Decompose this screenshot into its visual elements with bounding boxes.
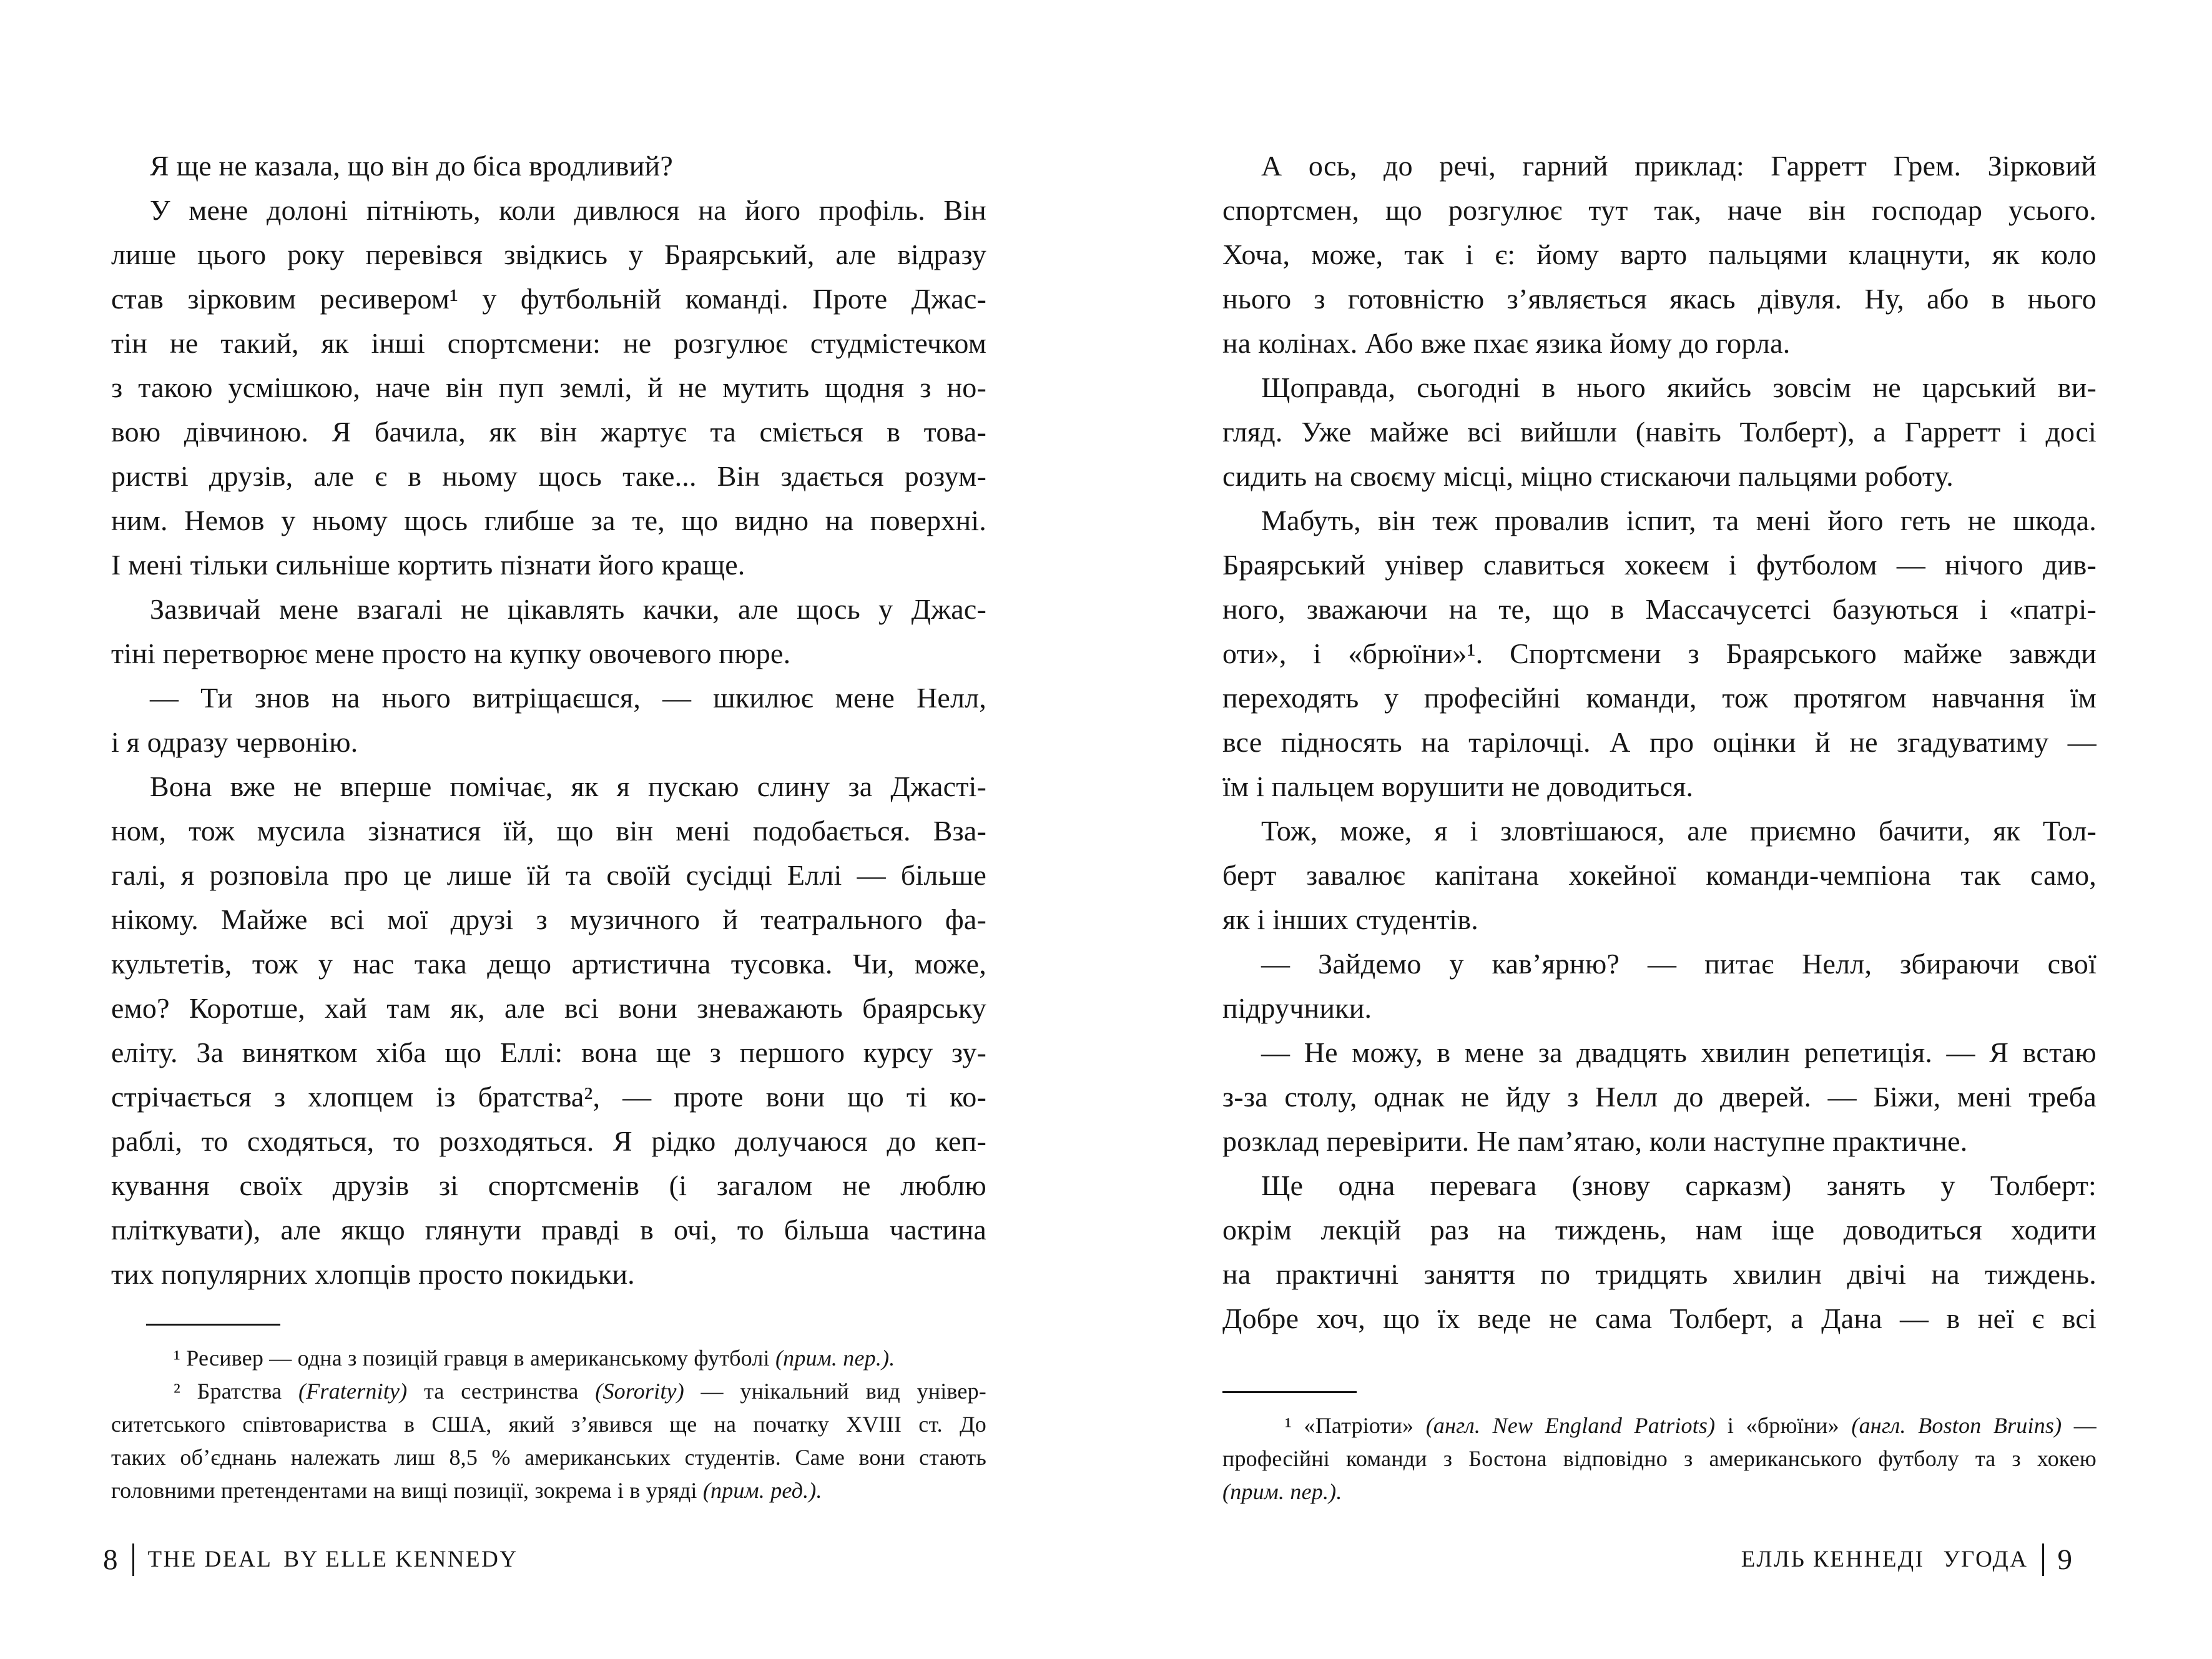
text-line: Браярський універ славиться хокеєм і футболом — нічого див- [1222,549,2096,581]
italic-text-segment: (прим. ред.). [702,1478,822,1503]
left-page-footnotes [111,1324,986,1507]
text-line: на колінах. Або вже пхає язика йому до горла. [1222,327,1791,359]
text-line: на практичні заняття по тридцять хвилин двічі на тиждень. [1222,1258,2096,1290]
text-line: їм і пальцем ворушити не доводиться. [1222,770,1694,802]
italic-text-segment: (англ. Boston Bruins) [1851,1413,2062,1438]
text-line: таких об’єднань належать лиш 8,5 % американських студентів. Саме вони стають [111,1445,986,1470]
left-page-body-text [111,144,986,1296]
text-line: еліту. За винятком хіба що Еллі: вона ще з першого курсу зу- [111,1036,986,1068]
text-line: Хоча, може, так і є: йому варто пальцями клацнути, як коло [1222,239,2096,270]
text-line: нікому. Майже всі мої друзі з музичного й театрального фа- [111,903,986,935]
text-line: Тож, може, я і зловтішаюся, але приємно бачити, як Тол- [1261,815,2096,847]
text-line: І мені тільки сильніше кортить пізнати його краще. [111,549,745,581]
text-line: тих популярних хлопців просто покидьки. [111,1258,635,1290]
text-line: Мабуть, він теж провалив іспит, та мені його геть не шкода. [1261,505,2096,536]
text-line: сидить на своєму місці, міцно стискаючи пальцями роботу. [1222,460,1954,492]
text-line: Зазвичай мене взагалі не цікавлять качки, але щось у Джас- [150,593,986,625]
text-line [111,1342,986,1375]
text-segment: та сестринства [407,1379,596,1404]
text-line: галі, я розповіла про це лише їй та своїй сусідці Еллі — більше [111,859,986,891]
text-line: Я ще не казала, що він до біса вродливий? [150,150,673,182]
text-line: спортсмен, що розгулює тут так, наче він господар усього. [1222,194,2096,226]
text-line: як і інших студентів. [1222,903,1478,935]
text-line [111,1375,986,1408]
text-line: вою дівчиною. Я бачила, як він жартує та сміється в това- [111,416,986,448]
page-right [1106,0,2212,1659]
running-author: BY ELLE KENNEDY [283,1547,518,1572]
running-author: ЕЛЛЬ КЕННЕДІ [1741,1547,1925,1572]
text-line: пліткувати), але якщо глянути правді в очі, то більша частина [111,1214,986,1246]
text-line: ситетського співтовариства в США, який з’явився ще на початку XVIII ст. До [111,1412,986,1437]
text-line: професійні команди з Бостона відповідно з американського футболу та з хокею [1222,1446,2096,1471]
page-number-left: 8 [103,1543,119,1576]
text-line: емо? Коротше, хай там як, але всі вони зневажають браярську [111,992,986,1024]
text-line: культетів, тож у нас така дещо артистична тусовка. Чи, може, [111,948,986,980]
text-line: ним. Немов у ньому щось глибше за те, що видно на поверхні. [111,505,986,536]
text-line: з-за столу, однак не йду з Нелл до дверей. — Біжи, мені треба [1222,1081,2096,1113]
footnote-separator [146,1324,280,1326]
text-line: тіні перетворює мене просто на купку овочевого пюре. [111,638,791,669]
right-page-footnotes [1222,1391,2096,1509]
text-line [1222,1475,2096,1509]
italic-text-segment: (прим. пер.). [775,1346,895,1371]
text-line: оти», і «брюїни»¹. Спортсмени з Браярського майже завжди [1222,638,2096,669]
text-line: — Не можу, в мене за двадцять хвилин репетиція. — Я встаю [1261,1036,2096,1068]
footer-left [103,1541,518,1578]
text-line: нього з готовністю з’являється якась дівуля. Ну, або в нього [1222,283,2096,315]
footnote-separator [1222,1391,1357,1393]
italic-text-segment: (Fraternity) [298,1379,408,1404]
text-segment: ¹ «Патріоти» [1285,1413,1426,1438]
text-line: став зірковим ресивером¹ у футбольній команді. Проте Джас- [111,283,986,315]
text-segment: головними претендентами на вищі позиції, зокрема і в уряді [111,1478,703,1503]
text-segment: ¹ Ресивер — одна з позицій гравця в американському футболі [174,1346,775,1371]
text-line: лише цього року перевівся звідкись у Браярський, але відразу [111,239,986,270]
text-line: підручники. [1222,992,1372,1024]
text-line: все підносять на тарілочці. А про оцінки й не згадуватиму — [1222,726,2096,758]
text-line: стрічається з хлопцем із братства², — проте вони що ті ко- [111,1081,986,1113]
italic-text-segment: (Sorority) [595,1379,684,1404]
text-line: ном, тож мусила зізнатися їй, що він мені подобається. Вза- [111,815,986,847]
text-line: У мене долоні пітніють, коли дивлюся на його профіль. Він [150,194,986,226]
text-line: — Ти знов на нього витріщаєшся, — шкилює мене Нелл, [150,682,986,714]
text-line: розклад перевірити. Не пам’ятаю, коли наступне практичне. [1222,1125,1968,1157]
text-line: Ще одна перевага (знову сарказм) занять у Толберт: [1261,1169,2096,1201]
text-line: тін не такий, як інші спортсмени: не розгулює студмістечком [111,327,986,359]
italic-text-segment: (прим. пер.). [1222,1479,1342,1504]
footer-divider [2042,1543,2044,1576]
text-segment: ² Братства [174,1379,298,1404]
text-line: ного, зважаючи на те, що в Массачусетсі базуються і «патрі- [1222,593,2096,625]
text-line: переходять у професійні команди, тож протягом навчання їм [1222,682,2096,714]
text-line: і я одразу червонію. [111,726,358,758]
text-line: раблі, то сходяться, то розходяться. Я рідко долучаюся до кеп- [111,1125,986,1157]
text-line: Вона вже не вперше помічає, як я пускаю слину за Джасті- [150,770,986,802]
running-book-title: УГОДА [1943,1547,2028,1572]
text-line: Щоправда, сьогодні в нього якийсь зовсім не царський ви- [1261,372,2096,403]
right-page-body-text [1222,144,2096,1341]
text-line: гляд. Уже майже всі вийшли (навіть Толберт), а Гарретт і досі [1222,416,2096,448]
right-footnote-lines [1222,1409,2096,1509]
text-segment: і «брюїни» [1715,1413,1852,1438]
text-line: окрім лекцій раз на тиждень, нам іще доводиться ходити [1222,1214,2096,1246]
italic-text-segment: (англ. New England Patriots) [1425,1413,1716,1438]
text-segment: — унікальний вид універ- [684,1379,986,1404]
left-footnote-lines [111,1342,986,1507]
text-line [1222,1409,2096,1442]
text-line: берт завалює капітана хокейної команди-чемпіона так само, [1222,859,2096,891]
page-number-right: 9 [2057,1543,2073,1576]
text-line: Добре хоч, що їх веде не сама Толберт, а Дана — в неї є всі [1222,1302,2096,1334]
text-line: А ось, до речі, гарний приклад: Гарретт Грем. Зірковий [1261,150,2096,182]
footer-right [1741,1541,2073,1578]
footer-divider [132,1543,134,1576]
text-line: кування своїх друзів зі спортсменів (і загалом не люблю [111,1169,986,1201]
running-book-title: THE DEAL [147,1547,273,1572]
text-segment: — [2062,1413,2097,1438]
text-line: ристві друзів, але є в ньому щось таке... Він здається розум- [111,460,986,492]
text-line: — Зайдемо у кав’ярню? — питає Нелл, збираючи свої [1261,948,2096,980]
text-line: з такою усмішкою, наче він пуп землі, й не мутить щодня з но- [111,372,986,403]
text-line [111,1474,986,1507]
